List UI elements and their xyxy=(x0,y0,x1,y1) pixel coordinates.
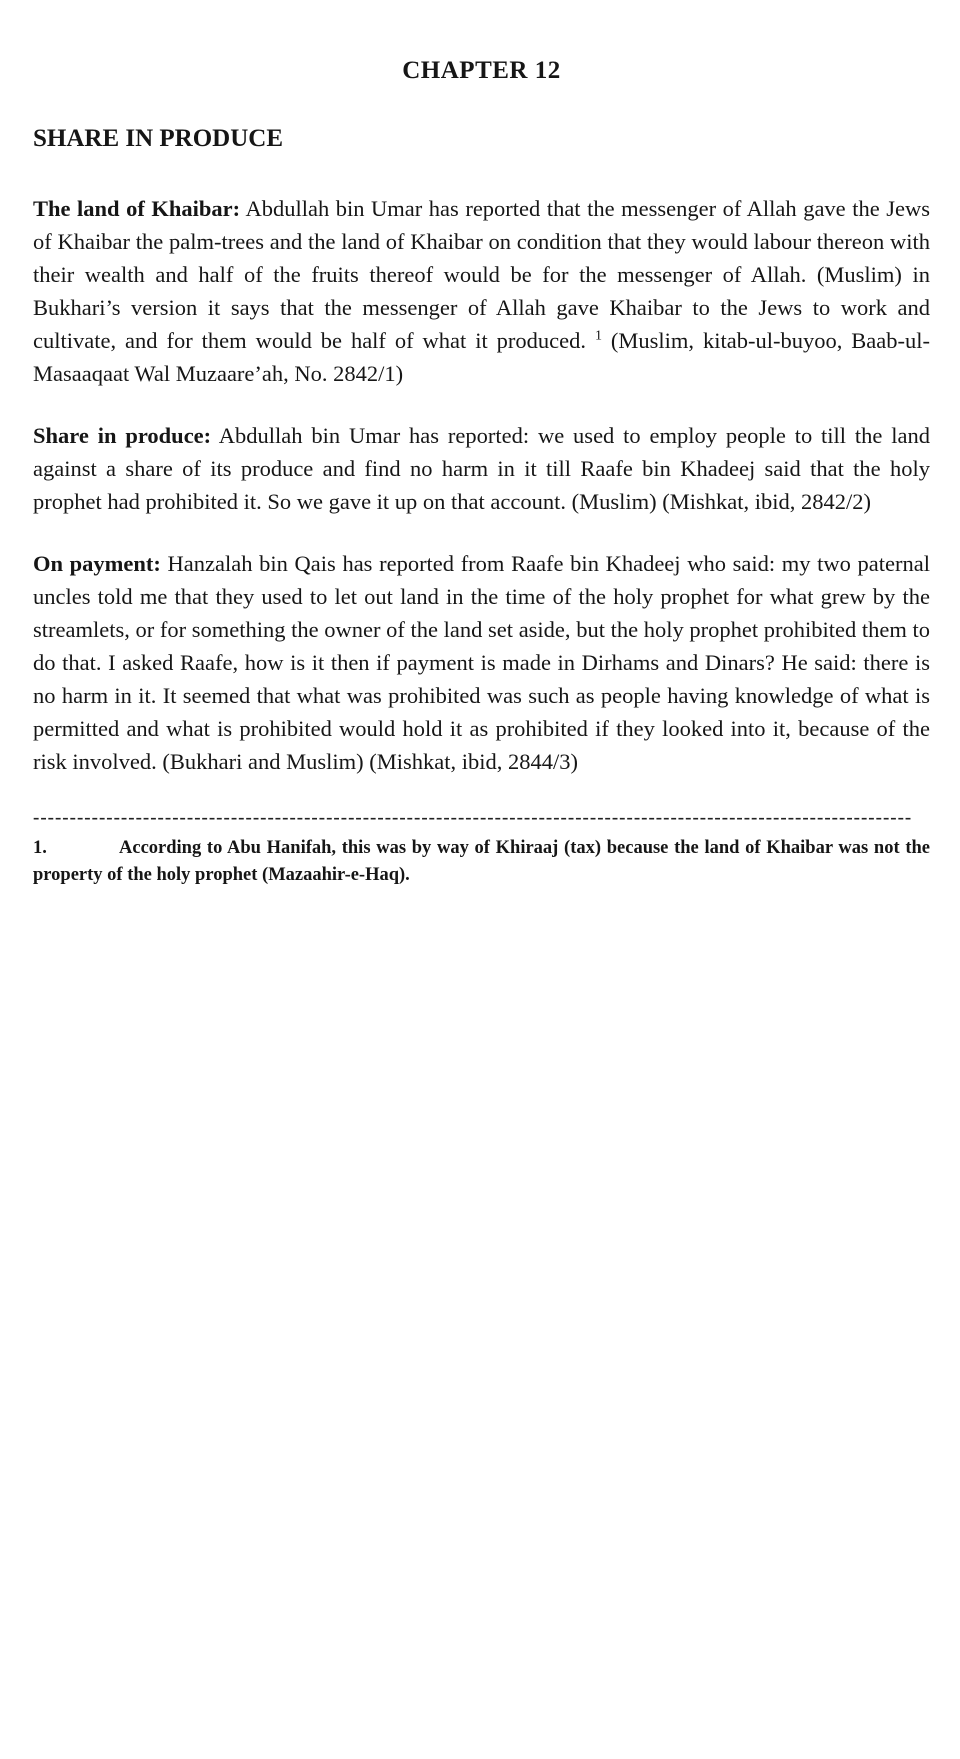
paragraph-body: Abdullah bin Umar has reported: we used to employ people to till the land against a share of its produce and find no harm in it till Raafe bin Khadeej said that the holy prophet had prohibited it. So we gave it up on that account. (Muslim) (Mishkat, ibid, 2842/2) xyxy=(33,423,930,514)
footnote-number: 1. xyxy=(33,838,47,858)
paragraph-body: Hanzalah bin Qais has reported from Raafe bin Khadeej who said: my two paternal uncles told me that they used to let out land in the time of the holy prophet for what grew by the streamlets, or for something the owner of the land set aside, but the holy prophet prohibited them to do that. I asked Raafe, how is it then if payment is made in Dirhams and Dinars? He said: there is no harm in it. It seemed that what was prohibited was such as people having knowledge of what is permitted and what is prohibited would hold it as prohibited if they looked into it, because of the risk involved. (Bukhari and Muslim) (Mishkat, ibid, 2844/3) xyxy=(33,551,930,774)
paragraph-lead: Share in produce: xyxy=(33,423,212,448)
footnote xyxy=(33,835,930,889)
footnote-divider: ------------------------------------------------------------------------------------------------------------------------ xyxy=(33,807,913,828)
paragraph-lead: The land of Khaibar: xyxy=(33,196,241,221)
paragraph-body: Abdullah bin Umar has reported that the messenger of Allah gave the Jews of Khaibar the palm-trees and the land of Khaibar on condition that they would labour thereon with their wealth and half of the fruits thereof would be for the messenger of Allah. (Muslim) in Bukhari’s version it says that the messenger of Allah gave Khaibar to the Jews to work and cultivate, and for them would be half of what it produced. xyxy=(33,196,930,353)
footnote-text: According to Abu Hanifah, this was by way of Khiraaj (tax) because the land of Khaibar was not the property of the holy prophet (Mazaahir-e-Haq). xyxy=(33,838,930,885)
paragraph-land-of-khaibar xyxy=(33,192,930,390)
chapter-title: CHAPTER 12 xyxy=(402,57,561,84)
paragraph-lead: On payment: xyxy=(33,551,161,576)
section-heading: SHARE IN PRODUCE xyxy=(33,125,284,152)
paragraph-share-in-produce xyxy=(33,419,930,518)
paragraph-citation: (Muslim, kitab-ul-buyoo, Baab-ul-Masaaqaat Wal Muzaare’ah, No. 2842/1) xyxy=(33,328,930,386)
footnote-reference: 1 xyxy=(594,328,602,344)
paragraph-on-payment xyxy=(33,547,930,778)
